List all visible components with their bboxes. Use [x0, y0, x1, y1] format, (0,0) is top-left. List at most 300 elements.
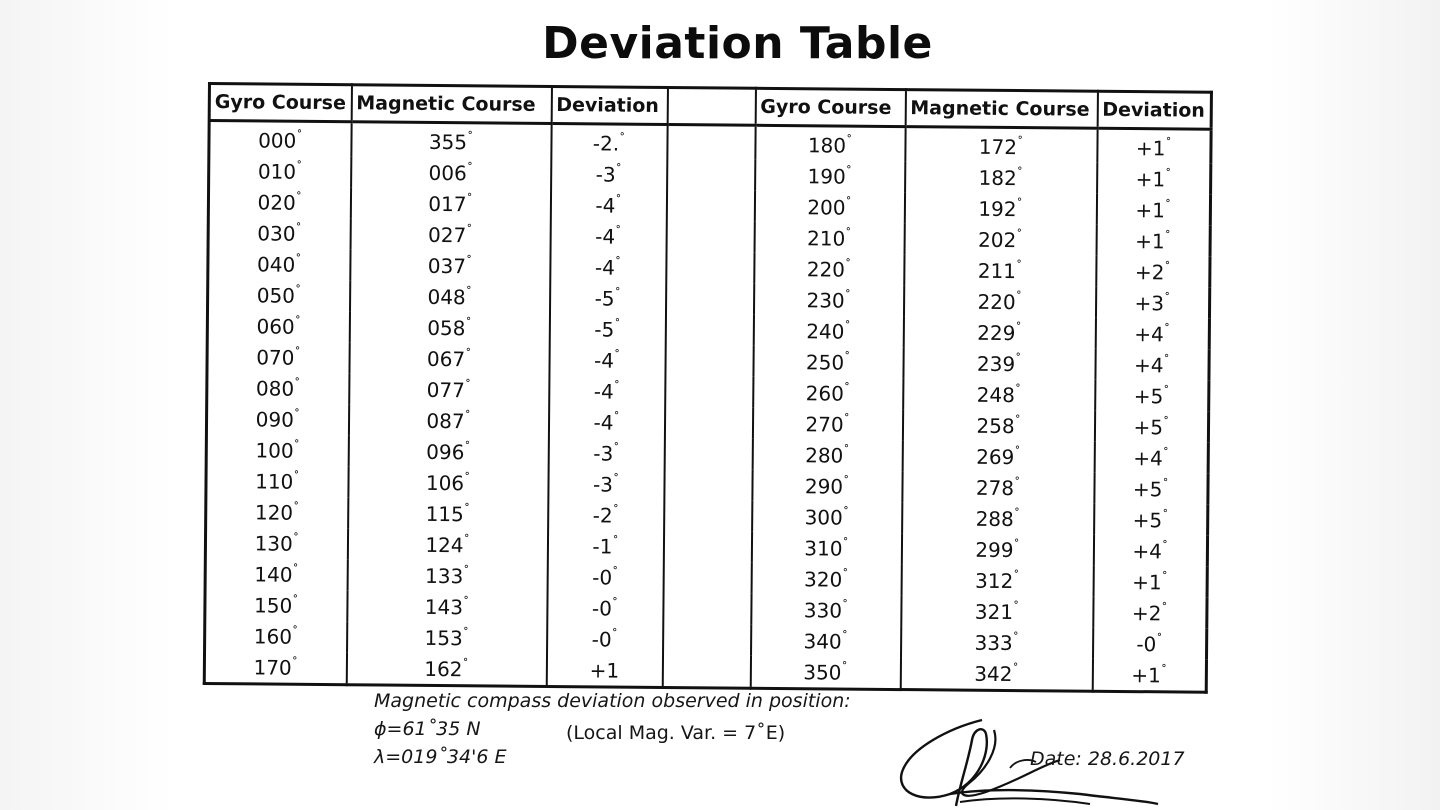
deviation-cell: [547, 561, 663, 593]
magnetic-course-cell-value: 048: [427, 284, 466, 309]
gyro-course-cell: [754, 222, 904, 254]
magnetic-course-cell: [349, 342, 549, 375]
gyro-course-cell: [751, 625, 901, 657]
header-magnetic-course-left: Magnetic Course: [351, 85, 551, 124]
header-spacer: [667, 88, 755, 126]
gyro-course-cell: [751, 532, 901, 564]
gyro-course-cell: [206, 496, 348, 528]
deviation-cell-value: -0: [591, 595, 612, 621]
degree-mark: ˚: [1163, 352, 1170, 367]
degree-mark: ˚: [843, 412, 850, 427]
degree-mark: ˚: [294, 376, 301, 391]
magnetic-course-cell: [905, 161, 1097, 194]
gyro-course-cell: [752, 501, 902, 533]
magnetic-course-cell-value: 342: [974, 661, 1013, 686]
magnetic-course-cell-value: 312: [974, 568, 1014, 593]
gyro-course-cell: [751, 563, 901, 595]
deviation-cell-value: +1: [1135, 228, 1165, 253]
deviation-cell: [547, 623, 663, 655]
magnetic-course-cell-value: 355: [428, 129, 468, 154]
magnetic-course-cell: [348, 466, 548, 499]
gyro-course-cell: [752, 470, 902, 502]
degree-mark: ˚: [845, 164, 852, 179]
magnetic-course-cell-value: 258: [976, 413, 1015, 438]
gyro-course-cell: [204, 651, 346, 685]
magnetic-course-cell-value: 006: [428, 160, 467, 185]
deviation-cell-value: +1: [1132, 569, 1162, 594]
gyro-course-cell-value: 330: [803, 597, 843, 623]
degree-mark: ˚: [463, 532, 470, 547]
magnetic-course-cell: [904, 254, 1096, 287]
signature-stroke-3: [950, 790, 1158, 804]
spacer-cell: [666, 221, 754, 253]
magnetic-course-cell: [350, 249, 550, 282]
gyro-course-cell: [754, 191, 904, 223]
degree-mark: ˚: [1160, 662, 1167, 677]
degree-mark: ˚: [1014, 413, 1021, 428]
magnetic-course-cell-value: 278: [975, 475, 1015, 500]
degree-mark: ˚: [1164, 228, 1171, 243]
degree-mark: ˚: [1014, 475, 1021, 490]
magnetic-course-cell: [351, 122, 551, 158]
deviation-cell-value: +3: [1134, 290, 1165, 315]
degree-mark: ˚: [615, 193, 622, 208]
degree-mark: ˚: [294, 314, 301, 329]
degree-mark: ˚: [1015, 258, 1023, 273]
deviation-cell-value: +2: [1131, 600, 1162, 625]
magnetic-course-cell-value: 299: [975, 537, 1014, 562]
gyro-course-cell: [205, 589, 347, 621]
magnetic-course-cell-value: 106: [425, 470, 465, 495]
degree-mark: ˚: [1012, 599, 1020, 614]
magnetic-course-cell-value: 143: [424, 594, 464, 619]
deviation-cell-value: +1: [1131, 662, 1161, 687]
header-gyro-course-left: Gyro Course: [209, 84, 351, 122]
degree-mark: ˚: [615, 224, 622, 239]
gyro-course-cell: [208, 248, 350, 280]
spacer-cell: [663, 624, 751, 656]
degree-mark: ˚: [613, 441, 620, 456]
local-magnetic-variation: (Local Mag. Var. = 7˚E): [566, 722, 786, 744]
spacer-cell: [665, 283, 753, 315]
degree-mark: ˚: [1016, 165, 1023, 180]
gyro-course-cell: [208, 186, 350, 218]
gyro-course-cell-value: 190: [807, 163, 846, 189]
degree-mark: ˚: [1156, 631, 1163, 646]
deviation-cell-value: -2.: [592, 130, 620, 156]
degree-mark: ˚: [613, 410, 620, 425]
deviation-cell: [1093, 628, 1207, 660]
deviation-cell: [1097, 128, 1211, 163]
degree-mark: ˚: [612, 534, 619, 549]
deviation-cell-value: -4: [593, 378, 614, 404]
gyro-course-cell: [206, 434, 348, 466]
degree-mark: ˚: [293, 438, 300, 453]
gyro-course-cell-value: 100: [255, 437, 294, 463]
degree-mark: ˚: [844, 257, 852, 272]
degree-mark: ˚: [846, 133, 853, 148]
gyro-course-cell: [207, 372, 349, 404]
gyro-course-cell-value: 200: [807, 194, 846, 220]
gyro-course-cell-value: 010: [257, 158, 297, 184]
gyro-course-cell: [750, 656, 900, 690]
magnetic-course-cell-value: 153: [424, 625, 463, 650]
magnetic-course-cell: [905, 127, 1097, 163]
magnetic-course-cell-value: 202: [977, 227, 1017, 252]
deviation-cell: [1094, 442, 1208, 474]
degree-mark: ˚: [292, 593, 299, 608]
gyro-course-cell: [205, 620, 347, 652]
magnetic-course-cell: [349, 373, 549, 406]
degree-mark: ˚: [614, 317, 621, 332]
degree-mark: ˚: [292, 562, 299, 577]
deviation-cell: [1096, 194, 1210, 226]
magnetic-course-cell-value: 211: [977, 258, 1017, 283]
magnetic-course-cell: [902, 440, 1094, 473]
degree-mark: ˚: [466, 160, 473, 175]
date-label: Date: 28.6.2017: [1030, 748, 1185, 770]
degree-mark: ˚: [843, 443, 850, 458]
gyro-course-cell-value: 340: [803, 628, 842, 654]
degree-mark: ˚: [1165, 166, 1172, 181]
spacer-cell: [666, 190, 754, 222]
gyro-course-cell: [752, 439, 902, 471]
degree-mark: ˚: [614, 348, 621, 363]
latitude-value: ϕ=61˚35 N: [374, 718, 481, 740]
spacer-cell: [662, 655, 750, 688]
header-gyro-course-right: Gyro Course: [755, 88, 905, 126]
deviation-cell: [1095, 318, 1209, 350]
magnetic-course-cell: [346, 652, 546, 686]
degree-mark: ˚: [295, 190, 302, 205]
degree-mark: ˚: [1016, 196, 1023, 211]
gyro-course-cell-value: 090: [255, 406, 295, 432]
gyro-course-cell-value: 160: [253, 623, 293, 649]
degree-mark: ˚: [842, 567, 849, 582]
gyro-course-cell-value: 060: [256, 313, 295, 339]
magnetic-course-cell: [347, 590, 547, 623]
degree-mark: ˚: [612, 565, 619, 580]
degree-mark: ˚: [294, 345, 301, 360]
gyro-course-cell-value: 210: [806, 225, 846, 251]
deviation-cell-value: -4: [595, 223, 616, 249]
deviation-cell-value: +4: [1133, 445, 1163, 470]
deviation-cell-value: +4: [1133, 352, 1164, 377]
magnetic-course-cell-value: 239: [976, 351, 1016, 376]
deviation-cell-value: -3: [592, 471, 614, 497]
deviation-cell-value: +1: [1135, 135, 1166, 160]
observation-caption: Magnetic compass deviation observed in position:: [374, 690, 851, 712]
degree-mark: ˚: [842, 505, 849, 520]
degree-mark: ˚: [1016, 227, 1023, 242]
degree-mark: ˚: [613, 379, 620, 394]
magnetic-course-cell-value: 333: [974, 630, 1013, 655]
deviation-cell: [1093, 535, 1207, 567]
degree-mark: ˚: [1163, 383, 1170, 398]
deviation-cell-value: +1: [1135, 197, 1166, 222]
degree-mark: ˚: [845, 226, 852, 241]
degree-mark: ˚: [1013, 568, 1020, 583]
degree-mark: ˚: [841, 629, 848, 644]
degree-mark: ˚: [1013, 537, 1020, 552]
gyro-course-cell: [205, 527, 347, 559]
magnetic-course-cell: [350, 218, 550, 251]
spacer-cell: [663, 531, 751, 563]
degree-mark: ˚: [294, 283, 302, 298]
deviation-table: [203, 82, 1213, 694]
deviation-cell-value: -1: [592, 533, 613, 559]
degree-mark: ˚: [843, 381, 851, 396]
deviation-cell: [1097, 163, 1211, 195]
gyro-course-cell: [206, 465, 348, 497]
gyro-course-cell-value: 120: [254, 499, 294, 525]
degree-mark: ˚: [1013, 506, 1020, 521]
magnetic-course-cell: [348, 404, 548, 437]
degree-mark: ˚: [844, 350, 851, 365]
degree-mark: ˚: [1163, 321, 1170, 336]
degree-mark: ˚: [1165, 135, 1172, 150]
gyro-course-cell: [753, 377, 903, 409]
gyro-course-cell: [752, 408, 902, 440]
magnetic-course-cell-value: 124: [425, 532, 464, 557]
magnetic-course-cell: [347, 528, 547, 561]
gyro-course-cell-value: 220: [806, 256, 846, 282]
degree-mark: ˚: [1017, 134, 1024, 149]
gyro-course-cell-value: 150: [253, 592, 293, 618]
deviation-cell-value: -5: [594, 285, 615, 311]
gyro-course-cell-value: 180: [807, 132, 847, 158]
degree-mark: ˚: [1014, 444, 1021, 459]
deviation-cell-value: +5: [1132, 476, 1163, 501]
gyro-course-cell-value: 320: [803, 566, 843, 592]
degree-mark: ˚: [464, 439, 471, 454]
degree-mark: ˚: [844, 319, 851, 334]
spacer-cell: [665, 314, 753, 346]
deviation-cell-value: +4: [1134, 321, 1164, 346]
magnetic-course-cell: [901, 564, 1093, 597]
degree-mark: ˚: [466, 222, 473, 237]
deviation-cell: [548, 468, 664, 500]
gyro-course-cell-value: 080: [255, 375, 295, 401]
table-body: [204, 121, 1211, 693]
degree-mark: ˚: [1164, 259, 1171, 274]
degree-mark: ˚: [619, 131, 626, 146]
magnetic-course-cell-value: 288: [975, 506, 1014, 531]
degree-mark: ˚: [293, 500, 300, 515]
magnetic-course-cell: [903, 285, 1095, 318]
gyro-course-cell-value: 250: [805, 349, 845, 375]
gyro-course-cell-value: 230: [806, 287, 845, 313]
degree-mark: ˚: [614, 255, 621, 270]
gyro-course-cell-value: 000: [258, 127, 297, 153]
degree-mark: ˚: [1012, 661, 1019, 676]
deviation-cell: [550, 251, 666, 283]
gyro-course-cell: [751, 594, 901, 626]
magnetic-course-cell-value: 058: [427, 315, 466, 340]
gyro-course-cell-value: 300: [804, 504, 843, 530]
magnetic-course-cell: [903, 347, 1095, 380]
deviation-cell: [1096, 256, 1210, 288]
magnetic-course-cell: [350, 280, 550, 313]
header-magnetic-course-right: Magnetic Course: [905, 90, 1097, 129]
magnetic-course-cell: [347, 621, 547, 654]
deviation-cell-value: -4: [594, 347, 615, 373]
deviation-cell-value: +1: [1135, 166, 1166, 191]
magnetic-course-cell-value: 133: [425, 563, 464, 588]
degree-mark: ˚: [1161, 538, 1169, 553]
deviation-cell-value: -5: [594, 316, 615, 342]
degree-mark: ˚: [1015, 320, 1022, 335]
gyro-course-cell-value: 260: [805, 380, 845, 406]
degree-mark: ˚: [1015, 351, 1022, 366]
spacer-cell: [663, 593, 751, 625]
degree-mark: ˚: [843, 474, 850, 489]
magnetic-course-cell-value: 229: [977, 320, 1016, 345]
deviation-cell-value: -4: [594, 254, 615, 280]
gyro-course-cell-value: 020: [257, 189, 296, 215]
deviation-cell: [1095, 349, 1209, 381]
deviation-cell: [550, 189, 666, 221]
gyro-course-cell: [208, 279, 350, 311]
spacer-cell: [667, 125, 755, 160]
magnetic-course-cell: [901, 595, 1093, 628]
degree-mark: ˚: [841, 660, 848, 675]
spacer-cell: [664, 500, 752, 532]
deviation-cell: [1094, 473, 1208, 505]
deviation-cell: [549, 282, 665, 314]
gyro-course-cell-value: 290: [804, 473, 844, 499]
magnetic-course-cell: [902, 409, 1094, 442]
degree-mark: ˚: [1161, 569, 1168, 584]
magnetic-course-cell-value: 115: [425, 501, 464, 526]
degree-mark: ˚: [465, 346, 472, 361]
deviation-cell: [547, 530, 663, 562]
gyro-course-cell: [205, 558, 347, 590]
gyro-course-cell: [753, 346, 903, 378]
degree-mark: ˚: [612, 503, 619, 518]
magnetic-course-cell: [901, 626, 1093, 659]
deviation-cell: [1095, 287, 1209, 319]
degree-mark: ˚: [841, 598, 849, 613]
magnetic-course-cell-value: 162: [424, 656, 463, 681]
deviation-cell: [548, 406, 664, 438]
deviation-cell: [1093, 566, 1207, 598]
spacer-cell: [663, 562, 751, 594]
longitude-value: λ=019˚34'6 E: [374, 746, 507, 768]
spacer-cell: [664, 407, 752, 439]
degree-mark: ˚: [842, 536, 849, 551]
magnetic-course-cell-value: 096: [426, 439, 465, 464]
deviation-table-wrapper: [203, 82, 1210, 691]
gyro-course-cell-value: 240: [806, 318, 845, 344]
deviation-cell: [549, 313, 665, 345]
degree-mark: ˚: [465, 284, 472, 299]
degree-mark: ˚: [466, 191, 473, 206]
degree-mark: ˚: [463, 501, 470, 516]
magnetic-course-cell-value: 037: [427, 253, 467, 278]
degree-mark: ˚: [462, 625, 469, 640]
gyro-course-cell-value: 050: [256, 282, 296, 308]
deviation-cell: [551, 158, 667, 190]
degree-mark: ˚: [845, 195, 852, 210]
deviation-cell-value: -3: [593, 440, 614, 466]
magnetic-course-cell-value: 087: [426, 408, 465, 433]
magnetic-course-cell-value: 248: [976, 382, 1016, 407]
magnetic-course-cell: [351, 156, 551, 189]
degree-mark: ˚: [614, 286, 621, 301]
deviation-cell: [548, 437, 664, 469]
magnetic-course-cell-value: 220: [977, 289, 1016, 314]
magnetic-course-cell: [901, 533, 1093, 566]
degree-mark: ˚: [291, 655, 298, 670]
deviation-cell: [549, 375, 665, 407]
degree-mark: ˚: [611, 627, 618, 642]
degree-mark: ˚: [1012, 630, 1019, 645]
gyro-course-cell: [209, 155, 351, 187]
magnetic-course-cell-value: 017: [428, 191, 467, 216]
deviation-cell: [1095, 380, 1209, 412]
degree-mark: ˚: [296, 128, 303, 143]
degree-mark: ˚: [465, 315, 472, 330]
magnetic-course-cell: [350, 187, 550, 220]
magnetic-course-cell: [347, 559, 547, 592]
deviation-cell-value: +5: [1133, 414, 1164, 439]
spacer-cell: [665, 376, 753, 408]
degree-mark: ˚: [464, 470, 471, 485]
deviation-cell: [549, 344, 665, 376]
spacer-cell: [665, 345, 753, 377]
deviation-cell: [548, 499, 664, 531]
magnetic-course-cell: [902, 502, 1094, 535]
magnetic-course-cell: [348, 497, 548, 530]
gyro-course-cell-value: 280: [805, 442, 844, 468]
deviation-cell-value: -0: [592, 564, 613, 590]
deviation-cell-value: +2: [1134, 259, 1165, 284]
page-title: Deviation Table: [542, 18, 933, 69]
magnetic-course-cell: [900, 657, 1092, 691]
deviation-cell: [1094, 411, 1208, 443]
degree-mark: ˚: [1164, 290, 1171, 305]
gyro-course-cell: [754, 253, 904, 285]
gyro-course-cell-value: 130: [254, 530, 293, 556]
degree-mark: ˚: [296, 159, 303, 174]
gyro-course-cell-value: 140: [254, 561, 293, 587]
magnetic-course-cell-value: 192: [978, 196, 1017, 221]
deviation-cell: [1092, 659, 1206, 692]
deviation-cell-value: -0: [591, 626, 612, 652]
degree-mark: ˚: [1015, 289, 1022, 304]
deviation-cell-value: +5: [1132, 507, 1163, 532]
gyro-course-cell-value: 030: [257, 220, 296, 246]
signature-stroke-4: [960, 798, 1090, 804]
gyro-course-cell-value: 350: [803, 659, 842, 685]
magnetic-course-cell-value: 182: [978, 165, 1017, 190]
degree-mark: ˚: [293, 407, 301, 422]
gyro-course-cell: [207, 341, 349, 373]
gyro-course-cell-value: 270: [805, 411, 844, 437]
gyro-course-cell: [209, 121, 351, 157]
gyro-course-cell: [208, 217, 350, 249]
degree-mark: ˚: [462, 656, 469, 671]
deviation-cell: [551, 123, 667, 159]
magnetic-course-cell: [904, 192, 1096, 225]
deviation-cell-value: +5: [1133, 383, 1164, 408]
degree-mark: ˚: [612, 472, 620, 487]
degree-mark: ˚: [1162, 445, 1169, 460]
deviation-cell: [550, 220, 666, 252]
gyro-course-cell: [207, 310, 349, 342]
gyro-course-cell-value: 170: [253, 654, 292, 680]
